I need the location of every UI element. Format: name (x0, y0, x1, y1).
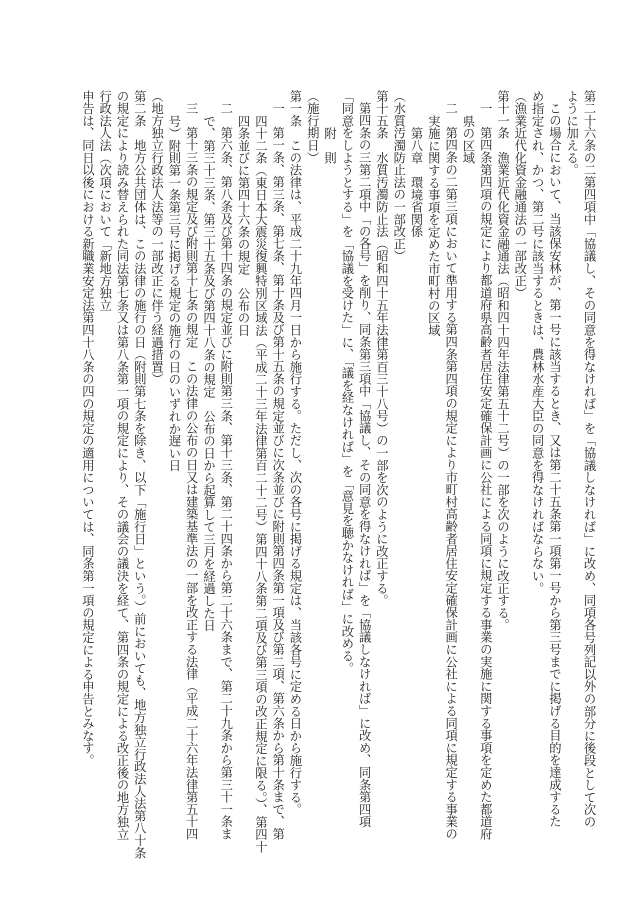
article-heading: 第一条 この法律は、平成二十九年四月一日から施行する。ただし、次の各号に掲げる規定は、当該各号に定める日から施行する。 (287, 90, 302, 816)
document-page (78, 90, 597, 859)
list-item: 三 第十三条の規定及び附則第十七条の規定 この法律の公布の日又は建築基準法の一部を改正する法律（平成二十六年法律第五十四 (184, 102, 199, 841)
section-caption: （施行期日） (305, 90, 320, 164)
supplementary-heading: 附 則 (322, 126, 337, 164)
text-line: の規定により読み替えられた同法第七条又は第八条第一項の規定により、その議会の議決を経て、第四条の規定による改正後の地方独立 (114, 90, 129, 841)
article-heading: 第二条 地方公共団体は、この法律の施行の日（附則第七条を除き、以下「施行日」という。）前においても、地方独立行政法人法第八十条 (132, 90, 147, 859)
list-item: 一 第一条、第三条、第七条、第十条及び第十五条の規定並びに次条並びに附則第四条第一項及び第二項、第六条から第十条まで、第 (270, 102, 285, 841)
text-line: 行政法人法（次項において「新地方独立 (97, 90, 112, 312)
list-item: 二 第六条、第八条及び第十四条の規定並びに附則第三条、第十三条、第二十四条から第二十六条まで、第二十九条から第三十一条ま (218, 102, 233, 841)
chapter-heading: 第八章 環境省関係 (409, 126, 424, 238)
text-line: め指定され、かつ、第二号に該当するときは、農林水産大臣の同意を得なければならない。 (530, 90, 545, 595)
list-item: 二 第四条の二第三項において準用する第四条第四項の規定により市町村高齢者居住安定確保計画に公社による同項に規定する事業の (443, 102, 458, 841)
section-caption: （水質汚濁防止法の一部改正） (391, 90, 406, 263)
text-line: 申告は、同日以後における新職業安定法第四十八条の四の規定の適用については、同条第一項の規定による申告とみなす。 (80, 90, 95, 767)
text-line: この場合において、当該保安林が、第一号に該当するとき、又は第二十五条第一項第一号から第三号までに掲げる目的を達成するた (547, 102, 562, 828)
text-line: 号）附則第一条第三号に掲げる規定の施行の日のいずれか遅い日 (166, 114, 181, 472)
text-line: 第二十六条の二第四項中「協議し、その同意を得なければ」を「協議しなければ」に改め、同項各号列記以外の部分に後段として次の (582, 90, 596, 828)
section-caption: （地方独立行政法人法等の一部改正に伴う経過措置） (149, 90, 164, 386)
text-line: 四十二条（東日本大震災復興特別区域法（平成二十三年法律第百二十二号）第四十八条第二項及び第三項の改正規定に限る。）、第四十 (253, 114, 268, 853)
text-line: 四条並びに第四十六条の規定 公布の日 (236, 114, 251, 336)
text-line: 実施に関する事項を定めた市町村の区域 (426, 114, 441, 336)
article-heading: 第十五条 水質汚濁防止法（昭和四十五年法律第百三十八号）の一部を次のように改正する。 (374, 90, 389, 607)
list-item: 一 第四条第四項の規定により都道府県高齢者居住安定確保計画に公社による同項に規定する事業の実施に関する事項を定めた都道府 (478, 102, 493, 841)
text-line: で、第三十三条、第三十五条及び第四十八条の規定 公布の日から起算して三月を経過した日 (201, 114, 216, 632)
text-line: 第四条の三第二項中「の各号」を削り、同条第三項中「協議し、その同意を得なければ」を「協議しなければ」に改め、同条第四項 (357, 102, 372, 828)
section-caption: （漁業近代化資金融通法の一部改正） (512, 90, 527, 300)
article-heading: 第十一条 漁業近代化資金融通法（昭和四十四年法律第五十二号）の一部を次のように改正する。 (495, 90, 510, 632)
text-line: ように加える。 (564, 90, 579, 177)
text-line: 「同意をしようとする」を「協議を受けた」に、「議を経なければ」を「意見を聴かなければ」に改める。 (339, 90, 354, 675)
text-line: 県の区域 (460, 114, 475, 164)
